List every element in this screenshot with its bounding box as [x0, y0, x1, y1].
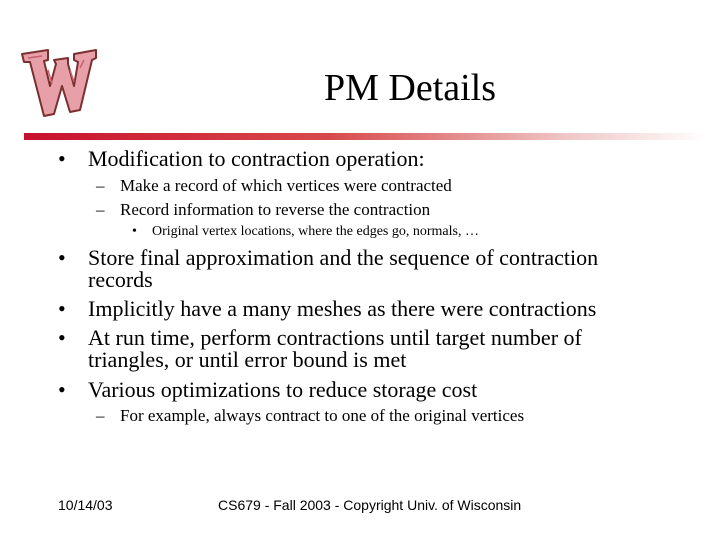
- sub-bullet-text: Make a record of which vertices were contracted: [120, 176, 452, 195]
- footer-date: 10/14/03: [58, 497, 113, 513]
- bullet-text: Store final approximation and the sequence of contraction records: [88, 245, 599, 292]
- footer-credit: CS679 - Fall 2003 - Copyright Univ. of Wisconsin: [218, 497, 522, 513]
- bullet-marker: •: [58, 296, 66, 321]
- bullet-text: Modification to contraction operation:: [88, 146, 425, 171]
- bullet-marker: •: [58, 325, 66, 350]
- sub-bullet-text: Record information to reverse the contraction: [120, 200, 431, 219]
- bullet-marker: •: [132, 224, 137, 239]
- dash-marker: –: [96, 406, 105, 425]
- dash-marker: –: [96, 200, 105, 219]
- bullet-marker: •: [58, 245, 66, 270]
- bullet-text: Various optimizations to reduce storage cost: [88, 377, 478, 402]
- sub-bullet-text: For example, always contract to one of the original vertices: [120, 406, 525, 425]
- bullet-marker: •: [58, 146, 66, 171]
- dash-marker: –: [96, 176, 105, 195]
- bullet-marker: •: [58, 377, 66, 402]
- bullet-text: At run time, perform contractions until target number of triangles, or until error bound is met: [88, 325, 582, 372]
- slide-title: PM Details: [323, 67, 497, 109]
- sub-sub-bullet-text: Original vertex locations, where the edges go, normals, …: [152, 224, 479, 239]
- bullet-text: Implicitly have a many meshes as there were contractions: [88, 296, 597, 321]
